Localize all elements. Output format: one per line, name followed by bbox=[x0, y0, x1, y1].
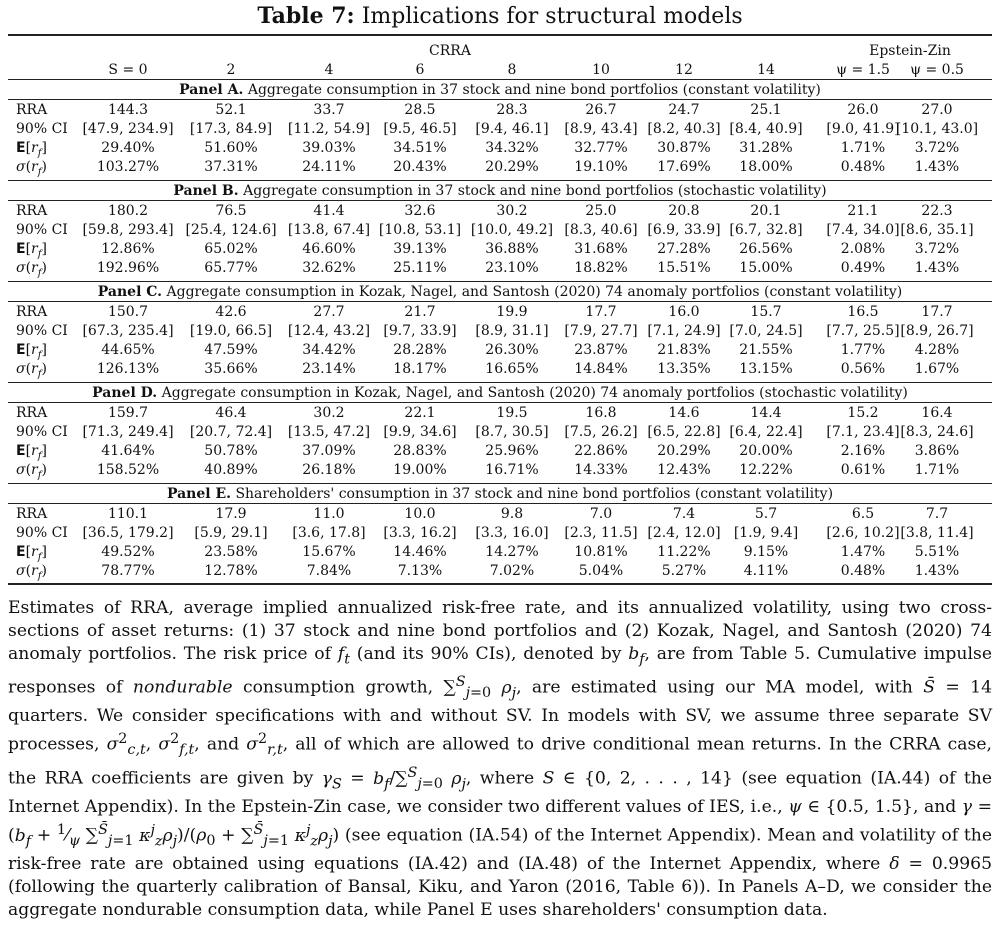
table-cell: 20.1 bbox=[750, 203, 782, 219]
table-cell: 19.9 bbox=[496, 304, 528, 320]
table-cell: 17.9 bbox=[215, 506, 247, 522]
table-cell: 41.4 bbox=[313, 203, 345, 219]
row-label-rra: RRA bbox=[16, 506, 48, 522]
caption-seg: consumption growth, bbox=[232, 677, 444, 698]
table-cell: 0.56% bbox=[840, 361, 886, 377]
column-header: 14 bbox=[757, 62, 775, 78]
table-cell: 16.65% bbox=[485, 361, 539, 377]
table-cell: 27.28% bbox=[657, 241, 711, 257]
panel-description: Aggregate consumption in Kozak, Nagel, and Santosh (2020) 74 anomaly portfolios (constant volatility) bbox=[166, 284, 903, 300]
table-cell: 12.86% bbox=[101, 241, 155, 257]
panel-label: Panel E. bbox=[166, 486, 231, 502]
table-cell: 39.13% bbox=[393, 241, 447, 257]
table-cell: 23.87% bbox=[574, 342, 628, 358]
caption-emphasis: nondurable bbox=[132, 677, 233, 698]
table-cell: 15.51% bbox=[657, 260, 711, 276]
panel-title bbox=[0, 182, 1000, 200]
table-cell: 47.59% bbox=[204, 342, 258, 358]
table-cell: 33.7 bbox=[313, 102, 345, 118]
caption-seg: , and bbox=[194, 734, 247, 755]
table-cell: 0.48% bbox=[840, 563, 886, 579]
caption-seg: (and its 90% CIs), denoted by bbox=[349, 643, 629, 664]
table-cell: 32.62% bbox=[302, 260, 356, 276]
table-cell: 21.55% bbox=[739, 342, 793, 358]
table-cell: 76.5 bbox=[215, 203, 247, 219]
table-title bbox=[0, 4, 1000, 29]
table-cell: 32.77% bbox=[574, 140, 628, 156]
table-cell: 78.77% bbox=[101, 563, 155, 579]
table-cell: 30.87% bbox=[657, 140, 711, 156]
table-cell: 31.68% bbox=[574, 241, 628, 257]
panel-rule bbox=[8, 402, 992, 403]
table-cell: 25.1 bbox=[750, 102, 782, 118]
table-cell: 65.77% bbox=[204, 260, 258, 276]
caption-seg: (following the quarterly calibration of Bansal, Kiku, and Yaron (2016, Table 6)). In Panels A–D, we consider the aggregate nondurable consumption data, while Panel E uses shareholders' consumption data. bbox=[8, 877, 992, 921]
table-cell: 24.11% bbox=[302, 159, 356, 175]
row-label-rra: RRA bbox=[16, 304, 48, 320]
table-cell: 180.2 bbox=[107, 203, 149, 219]
panel-label: Panel C. bbox=[97, 284, 163, 300]
table-cell: 12.22% bbox=[739, 462, 793, 478]
table-cell: 30.2 bbox=[313, 405, 345, 421]
table-cell: [13.8, 67.4] bbox=[287, 222, 371, 238]
table-cell: 35.66% bbox=[204, 361, 258, 377]
table-cell: 37.09% bbox=[302, 443, 356, 459]
table-cell: 10.81% bbox=[574, 544, 628, 560]
table-cell: 2.16% bbox=[840, 443, 886, 459]
panel-description: Aggregate consumption in 37 stock and nine bond portfolios (stochastic volatility) bbox=[243, 183, 827, 199]
row-label-ci: 90% CI bbox=[16, 222, 68, 238]
table-cell: 23.10% bbox=[485, 260, 539, 276]
row-label-ci: 90% CI bbox=[16, 525, 68, 541]
row-label-mean-rf: $E[r_f]$ bbox=[16, 140, 47, 159]
table-cell: [9.0, 41.9] bbox=[826, 121, 900, 137]
table-cell: 34.42% bbox=[302, 342, 356, 358]
table-cell: 22.1 bbox=[404, 405, 436, 421]
table-cell: [8.3, 40.6] bbox=[564, 222, 638, 238]
table-cell: 22.86% bbox=[574, 443, 628, 459]
table-cell: [1.9, 9.4] bbox=[733, 525, 799, 541]
table-cell: [7.1, 23.4] bbox=[826, 424, 900, 440]
panel-title bbox=[0, 485, 1000, 503]
table-cell: 4.28% bbox=[914, 342, 960, 358]
table-cell: 65.02% bbox=[204, 241, 258, 257]
table-cell: [7.1, 24.9] bbox=[647, 323, 721, 339]
top-rule bbox=[8, 34, 992, 36]
row-label-ci: 90% CI bbox=[16, 121, 68, 137]
table-cell: [71.3, 249.4] bbox=[82, 424, 174, 440]
panel-rule bbox=[8, 301, 992, 302]
caption-seg: , and bbox=[912, 797, 962, 818]
table-cell: 39.03% bbox=[302, 140, 356, 156]
panel-rule bbox=[8, 503, 992, 504]
table-cell: [3.3, 16.0] bbox=[475, 525, 549, 541]
caption-seg: , are estimated using our MA model, with bbox=[516, 677, 924, 698]
table-cell: 16.0 bbox=[668, 304, 700, 320]
table-cell: 27.7 bbox=[313, 304, 345, 320]
bottom-rule bbox=[8, 583, 992, 585]
table-cell: 44.65% bbox=[101, 342, 155, 358]
panel-title bbox=[0, 283, 1000, 301]
table-cell: 49.52% bbox=[101, 544, 155, 560]
table-cell: 3.86% bbox=[914, 443, 960, 459]
panel-title bbox=[0, 81, 1000, 99]
table-cell: [11.2, 54.9] bbox=[287, 121, 371, 137]
table-cell: 6.5 bbox=[851, 506, 875, 522]
table-cell: 1.43% bbox=[914, 159, 960, 175]
table-cell: 1.43% bbox=[914, 563, 960, 579]
panel-rule bbox=[8, 281, 992, 282]
panel-label: Panel B. bbox=[173, 183, 239, 199]
table-cell: 10.0 bbox=[404, 506, 436, 522]
panel-description: Shareholders' consumption in 37 stock and nine bond portfolios (constant volatility) bbox=[235, 486, 834, 502]
table-cell: [8.3, 24.6] bbox=[900, 424, 974, 440]
row-label-ci: 90% CI bbox=[16, 424, 68, 440]
table-cell: [7.5, 26.2] bbox=[564, 424, 638, 440]
table-cell: [3.6, 17.8] bbox=[292, 525, 366, 541]
table-cell: [59.8, 293.4] bbox=[82, 222, 174, 238]
caption-seg: = 14 quarters. We consider specifications with and without SV. In models with SV, we assume three separate SV processes, bbox=[8, 677, 993, 755]
table-cell: 1.43% bbox=[914, 260, 960, 276]
table-cell: [7.0, 24.5] bbox=[729, 323, 803, 339]
table-cell: 14.33% bbox=[574, 462, 628, 478]
table-cell: 12.43% bbox=[657, 462, 711, 478]
column-header: ψ = 1.5 bbox=[836, 62, 890, 78]
panel-rule bbox=[8, 200, 992, 201]
table-cell: 0.48% bbox=[840, 159, 886, 175]
table-cell: 5.04% bbox=[578, 563, 624, 579]
table-cell: [6.9, 33.9] bbox=[647, 222, 721, 238]
table-cell: 50.78% bbox=[204, 443, 258, 459]
row-label-rra: RRA bbox=[16, 203, 48, 219]
table-cell: 32.6 bbox=[404, 203, 436, 219]
table-cell: 23.58% bbox=[204, 544, 258, 560]
table-cell: 20.29% bbox=[657, 443, 711, 459]
table-cell: [8.7, 30.5] bbox=[475, 424, 549, 440]
row-label-vol-rf: $\sigma(r_f)$ bbox=[16, 260, 47, 279]
row-label-mean-rf: $E[r_f]$ bbox=[16, 544, 47, 563]
column-header: 4 bbox=[324, 62, 334, 78]
column-header: 12 bbox=[675, 62, 693, 78]
table-cell: 1.71% bbox=[840, 140, 886, 156]
table-cell: 19.5 bbox=[496, 405, 528, 421]
table-cell: [67.3, 235.4] bbox=[82, 323, 174, 339]
table-cell: 1.47% bbox=[840, 544, 886, 560]
table-cell: [6.5, 22.8] bbox=[647, 424, 721, 440]
column-header: S = 0 bbox=[108, 62, 148, 78]
table-cell: 28.28% bbox=[393, 342, 447, 358]
table-cell: [9.9, 34.6] bbox=[383, 424, 457, 440]
table-cell: [8.9, 31.1] bbox=[475, 323, 549, 339]
column-header: 6 bbox=[415, 62, 425, 78]
caption-seg: , are from Table 5. Cumulative impulse responses of bbox=[8, 643, 992, 698]
table-cell: 18.17% bbox=[393, 361, 447, 377]
group-crra: CRRA bbox=[429, 43, 471, 59]
row-label-mean-rf: $E[r_f]$ bbox=[16, 241, 47, 260]
column-header: 10 bbox=[592, 62, 610, 78]
row-label-vol-rf: $\sigma(r_f)$ bbox=[16, 159, 47, 178]
table-cell: 21.83% bbox=[657, 342, 711, 358]
table-cell: 126.13% bbox=[96, 361, 160, 377]
table-cell: 5.51% bbox=[914, 544, 960, 560]
table-cell: [3.8, 11.4] bbox=[900, 525, 974, 541]
table-cell: 17.69% bbox=[657, 159, 711, 175]
table-cell: [12.4, 43.2] bbox=[287, 323, 371, 339]
table-cell: 15.2 bbox=[847, 405, 879, 421]
table-cell: 159.7 bbox=[107, 405, 149, 421]
table-caption: Estimates of RRA, average implied annualized risk-free rate, and its annualized volatility, using two cross-sections of asset returns: (1) 37 stock and nine bond portfolios and (2) Kozak, Nagel, and Santosh (2020) 74 anomaly portfolios. The risk price of $f_t$ (and its 90% CIs), denoted by $b_f$, are from Table 5. Cumulative impulse responses of nondurable consumption growth, ∑$^S_{j=0}$ $\rho_j$, are estimated using our MA model, with S̄ = 14 quarters. We consider specifications with and without SV. In models with SV, we assume three separate SV processes, $\sigma^2_{c,t}$, $\sigma^2_{f,t}$, and $\sigma^2_{r,t}$, all of which are allowed to drive conditional mean returns. In the CRRA case, the RRA coefficients are given by $\gamma_S = b_f/\sum^S_{j=0}$ $\rho_j$, where S ∈ {0, 2, . . . , 14} (see equation (IA.44) of the Internet Appendix). In the Epstein-Zin case, we consider two different values of IES, i.e., ψ ∈ {0.5, 1.5}, and $\gamma = (b_f$ + $^1⁄_\psi$ ∑$^{S̄}_{j=1}$ $\kappa^j_z\rho_j)/(\rho_0 + \sum^{S̄}_{j=1}$ $\kappa^j_z\rho_j$) (see equation (IA.54) of the Internet Appendix). Mean and volatility of the risk-free rate are obtained using equations (IA.42) and (IA.48) of the Internet Appendix, where δ = 0.9965 (following the quarterly calibration of Bansal, Kiku, and Yaron (2016, Table 6)). In Panels A–D, we consider the aggregate nondurable consumption data, while Panel E uses shareholders' consumption data. bbox=[8, 598, 993, 921]
table-cell: 19.10% bbox=[574, 159, 628, 175]
row-label-rra: RRA bbox=[16, 102, 48, 118]
table-cell: 16.5 bbox=[847, 304, 879, 320]
table-cell: [47.9, 234.9] bbox=[82, 121, 174, 137]
panel-rule bbox=[8, 79, 992, 80]
table-cell: [17.3, 84.9] bbox=[189, 121, 273, 137]
table-cell: 14.27% bbox=[485, 544, 539, 560]
table-cell: 7.0 bbox=[589, 506, 613, 522]
table-cell: [5.9, 29.1] bbox=[194, 525, 268, 541]
table-cell: [7.4, 34.0] bbox=[826, 222, 900, 238]
table-cell: 144.3 bbox=[107, 102, 149, 118]
group-epstein-zin: Epstein-Zin bbox=[869, 43, 951, 59]
table-cell: 30.2 bbox=[496, 203, 528, 219]
row-label-rra: RRA bbox=[16, 405, 48, 421]
row-label-mean-rf: $E[r_f]$ bbox=[16, 342, 47, 361]
table-cell: [2.6, 10.2] bbox=[826, 525, 900, 541]
table-cell: 13.15% bbox=[739, 361, 793, 377]
table-cell: 26.30% bbox=[485, 342, 539, 358]
table-cell: [19.0, 66.5] bbox=[189, 323, 273, 339]
table-cell: 12.78% bbox=[204, 563, 258, 579]
table-cell: 15.00% bbox=[739, 260, 793, 276]
table-cell: 14.84% bbox=[574, 361, 628, 377]
panel-rule bbox=[8, 180, 992, 181]
table-cell: [9.7, 33.9] bbox=[383, 323, 457, 339]
table-cell: 16.8 bbox=[585, 405, 617, 421]
table-cell: 5.27% bbox=[661, 563, 707, 579]
table-cell: 27.0 bbox=[921, 102, 953, 118]
row-label-mean-rf: $E[r_f]$ bbox=[16, 443, 47, 462]
table-cell: 110.1 bbox=[107, 506, 149, 522]
table-cell: 24.7 bbox=[668, 102, 700, 118]
table-cell: 25.96% bbox=[485, 443, 539, 459]
table-cell: 19.00% bbox=[393, 462, 447, 478]
table-cell: [20.7, 72.4] bbox=[189, 424, 273, 440]
table-title-text: Implications for structural models bbox=[361, 4, 743, 29]
table-cell: 20.00% bbox=[739, 443, 793, 459]
table-cell: 7.13% bbox=[397, 563, 443, 579]
table-cell: 26.0 bbox=[847, 102, 879, 118]
table-cell: 16.4 bbox=[921, 405, 953, 421]
table-cell: 5.7 bbox=[754, 506, 778, 522]
table-cell: 40.89% bbox=[204, 462, 258, 478]
table-cell: [7.9, 27.7] bbox=[564, 323, 638, 339]
table-cell: 4.11% bbox=[743, 563, 789, 579]
table-cell: [36.5, 179.2] bbox=[82, 525, 174, 541]
table-cell: 3.72% bbox=[914, 140, 960, 156]
table-cell: 46.4 bbox=[215, 405, 247, 421]
caption-seg: , where bbox=[465, 768, 543, 789]
caption-seg: (see equation (IA.44) of the Internet Appendix). In the Epstein-Zin case, we consider two different values of IES, i.e., bbox=[8, 768, 993, 818]
table-cell: [2.3, 11.5] bbox=[564, 525, 638, 541]
table-cell: [8.9, 26.7] bbox=[900, 323, 974, 339]
column-header: ψ = 0.5 bbox=[910, 62, 964, 78]
caption-seg: Estimates of RRA, average implied annualized risk-free rate, and its annualized volatility, using two cross-sections of asset returns: (1) 37 stock and nine bond portfolios and (2) Kozak, Nagel, and Santosh (2020) 74 anomaly portfolios. The risk price of bbox=[8, 598, 992, 664]
table-cell: 28.3 bbox=[496, 102, 528, 118]
table-cell: 25.11% bbox=[393, 260, 447, 276]
table-cell: 17.7 bbox=[921, 304, 953, 320]
table-cell: [9.4, 46.1] bbox=[475, 121, 549, 137]
table-cell: [8.9, 43.4] bbox=[564, 121, 638, 137]
table-cell: 29.40% bbox=[101, 140, 155, 156]
row-label-ci: 90% CI bbox=[16, 323, 68, 339]
table-cell: 46.60% bbox=[302, 241, 356, 257]
table-cell: [3.3, 16.2] bbox=[383, 525, 457, 541]
table-cell: 23.14% bbox=[302, 361, 356, 377]
table-number: Table 7: bbox=[257, 3, 355, 29]
table-cell: 9.15% bbox=[743, 544, 789, 560]
table-cell: 9.8 bbox=[500, 506, 524, 522]
caption-seg: (see equation (IA.54) of the Internet Appendix). Mean and volatility of the risk-free rate are obtained using equations (IA.42) and (IA.48) of the Internet Appendix, where bbox=[8, 825, 992, 875]
table-cell: 3.72% bbox=[914, 241, 960, 257]
table-cell: 17.7 bbox=[585, 304, 617, 320]
table-cell: 21.7 bbox=[404, 304, 436, 320]
table-cell: 25.0 bbox=[585, 203, 617, 219]
table-cell: 37.31% bbox=[204, 159, 258, 175]
row-label-vol-rf: $\sigma(r_f)$ bbox=[16, 462, 47, 481]
table-cell: 2.08% bbox=[840, 241, 886, 257]
table-cell: 7.84% bbox=[306, 563, 352, 579]
table-cell: 26.7 bbox=[585, 102, 617, 118]
table-cell: [8.2, 40.3] bbox=[647, 121, 721, 137]
table-cell: [6.4, 22.4] bbox=[729, 424, 803, 440]
table-cell: 18.82% bbox=[574, 260, 628, 276]
table-cell: 0.49% bbox=[840, 260, 886, 276]
table-cell: [13.5, 47.2] bbox=[287, 424, 371, 440]
table-cell: 14.6 bbox=[668, 405, 700, 421]
table-cell: 22.3 bbox=[921, 203, 953, 219]
table-cell: 36.88% bbox=[485, 241, 539, 257]
table-cell: [8.6, 35.1] bbox=[900, 222, 974, 238]
table-cell: 26.18% bbox=[302, 462, 356, 478]
panel-label: Panel D. bbox=[92, 385, 158, 401]
table-cell: 42.6 bbox=[215, 304, 247, 320]
table-cell: 26.56% bbox=[739, 241, 793, 257]
table-cell: 15.67% bbox=[302, 544, 356, 560]
caption-seg: , all of which are allowed to drive conditional mean returns. In the CRRA case, the RRA coefficients are given by bbox=[8, 734, 992, 789]
table-cell: 7.02% bbox=[489, 563, 535, 579]
table-cell: 14.46% bbox=[393, 544, 447, 560]
table-cell: 192.96% bbox=[96, 260, 160, 276]
table-cell: 11.22% bbox=[657, 544, 711, 560]
table-cell: 28.5 bbox=[404, 102, 436, 118]
table-cell: [10.1, 43.0] bbox=[895, 121, 979, 137]
panel-description: Aggregate consumption in 37 stock and nine bond portfolios (constant volatility) bbox=[247, 82, 821, 98]
table-cell: 20.8 bbox=[668, 203, 700, 219]
table-cell: 13.35% bbox=[657, 361, 711, 377]
table-cell: 150.7 bbox=[107, 304, 149, 320]
table-cell: 1.77% bbox=[840, 342, 886, 358]
table-cell: [8.4, 40.9] bbox=[729, 121, 803, 137]
table-cell: 21.1 bbox=[847, 203, 879, 219]
table-cell: 7.7 bbox=[925, 506, 949, 522]
table-cell: 158.52% bbox=[96, 462, 160, 478]
panel-rule bbox=[8, 382, 992, 383]
table-cell: 52.1 bbox=[215, 102, 247, 118]
row-label-vol-rf: $\sigma(r_f)$ bbox=[16, 563, 47, 582]
table-cell: 7.4 bbox=[672, 506, 696, 522]
table-cell: 15.7 bbox=[750, 304, 782, 320]
row-label-vol-rf: $\sigma(r_f)$ bbox=[16, 361, 47, 380]
panel-rule bbox=[8, 99, 992, 100]
table-cell: 1.67% bbox=[914, 361, 960, 377]
table-cell: 41.64% bbox=[101, 443, 155, 459]
table-cell: [10.0, 49.2] bbox=[470, 222, 554, 238]
column-header: 2 bbox=[226, 62, 236, 78]
table-cell: [10.8, 53.1] bbox=[378, 222, 462, 238]
table-cell: 14.4 bbox=[750, 405, 782, 421]
table-cell: 0.61% bbox=[840, 462, 886, 478]
panel-rule bbox=[8, 483, 992, 484]
table-cell: 51.60% bbox=[204, 140, 258, 156]
table-cell: [6.7, 32.8] bbox=[729, 222, 803, 238]
table-cell: 16.71% bbox=[485, 462, 539, 478]
table-cell: [7.7, 25.5] bbox=[826, 323, 900, 339]
table-cell: [2.4, 12.0] bbox=[647, 525, 721, 541]
table-cell: [25.4, 124.6] bbox=[185, 222, 277, 238]
table-cell: 1.71% bbox=[914, 462, 960, 478]
panel-description: Aggregate consumption in Kozak, Nagel, and Santosh (2020) 74 anomaly portfolios (stochastic volatility) bbox=[161, 385, 908, 401]
table-cell: 31.28% bbox=[739, 140, 793, 156]
panel-label: Panel A. bbox=[179, 82, 244, 98]
table-cell: 20.43% bbox=[393, 159, 447, 175]
panel-title bbox=[0, 384, 1000, 402]
table-cell: 34.51% bbox=[393, 140, 447, 156]
column-header: 8 bbox=[507, 62, 517, 78]
table-cell: 28.83% bbox=[393, 443, 447, 459]
table-cell: 11.0 bbox=[313, 506, 345, 522]
table-cell: 18.00% bbox=[739, 159, 793, 175]
table-cell: [9.5, 46.5] bbox=[383, 121, 457, 137]
table-cell: 20.29% bbox=[485, 159, 539, 175]
table-cell: 34.32% bbox=[485, 140, 539, 156]
table-cell: 103.27% bbox=[96, 159, 160, 175]
